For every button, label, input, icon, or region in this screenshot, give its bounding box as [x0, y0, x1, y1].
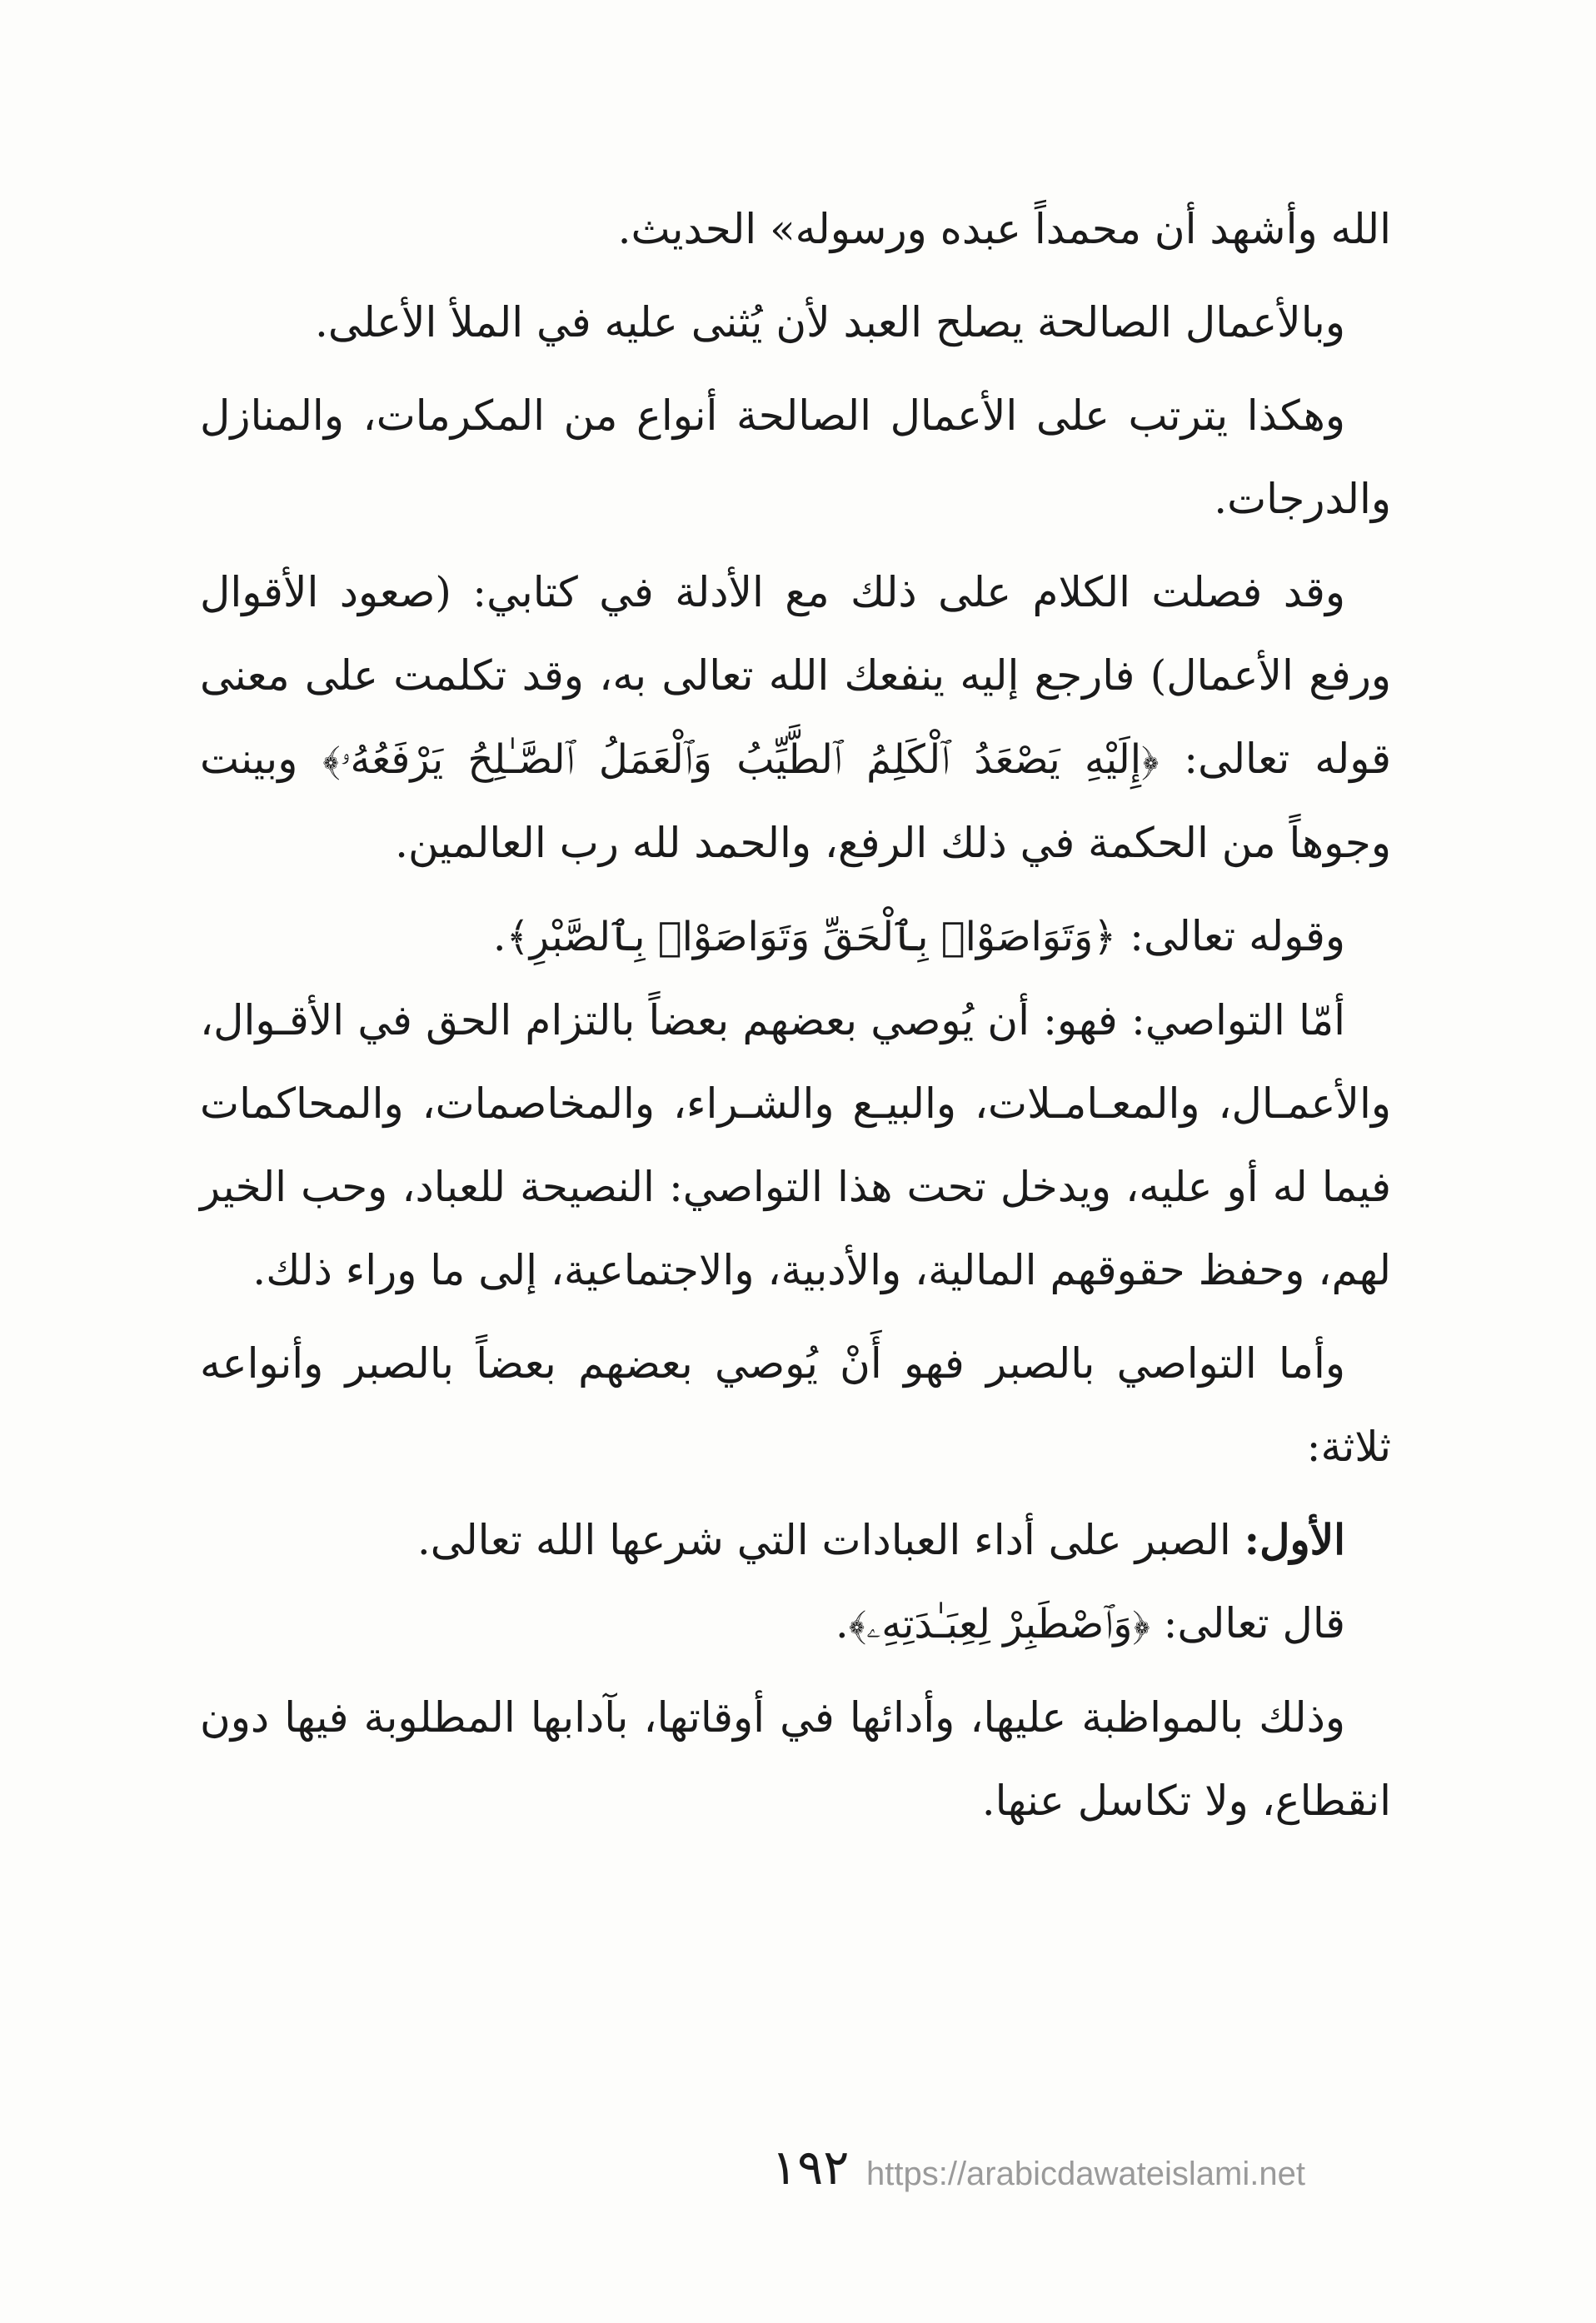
list-lead: الأول: — [1244, 1515, 1345, 1564]
paragraph-text: . — [492, 912, 506, 960]
paragraph-text: وقوله تعالى: — [1116, 912, 1345, 960]
paragraph-text: قال تعالى: — [1150, 1599, 1345, 1648]
paragraph — [200, 281, 1391, 364]
quran-verse: ﴿إِلَيْهِ يَصْعَدُ ٱلْكَلِمُ ٱلطَّيِّبُ وَٱلْعَمَلُ ٱلصَّـٰلِحُ يَرْفَعُهُۥ﴾ — [322, 736, 1160, 783]
paragraph — [200, 374, 1391, 541]
paragraph-text: أمّا التواصي: فهو: أن يُوصي بعضهم بعضاً بالتزام الحق في الأقـوال، والأعمـال، والمعـامـلات، والبيـع والشـراء، والمخاصمات، والمحاكمات فيما له أو عليه، ويدخل تحت هذا التواصي: النصيحة للعباد، وحب الخير لهم، وحفظ حقوقهم المالية، والأدبية، والاجتماعية، إلى ما وراء ذلك. — [200, 996, 1391, 1294]
paragraph-text: . — [835, 1599, 849, 1648]
page-number: ١٩٢ — [771, 2139, 850, 2196]
paragraph-text: وهكذا يترتب على الأعمال الصالحة أنواع من المكرمات، والمنازل والدرجات. — [200, 391, 1391, 523]
paragraph-text: الصبر على أداء العبادات التي شرعها الله تعالى. — [416, 1516, 1244, 1564]
paragraph — [200, 979, 1391, 1312]
paragraph — [200, 1322, 1391, 1488]
paragraph-text: وقد فصلت الكلام على ذلك مع الأدلة في كتابي: (صعود الأقوال ورفع الأعمال) فارجع إليه ينفعك الله تعالى به، وقد تكلمت على معنى قوله تعالى: — [200, 568, 1391, 783]
paragraph — [200, 1582, 1391, 1666]
paragraph — [200, 551, 1391, 885]
paragraph-text: وبينت وجوهاً من الحكمة في ذلك الرفع، والحمد لله رب العالمين. — [200, 735, 1391, 867]
paragraph — [200, 1676, 1391, 1842]
paragraph-text: وأما التواصي بالصبر فهو أَنْ يُوصي بعضهم بعضاً بالصبر وأنواعه ثلاثة: — [200, 1339, 1391, 1471]
quran-verse: ﴿وَٱصْطَبِرْ لِعِبَـٰدَتِهِۦ﴾ — [848, 1601, 1150, 1648]
quran-verse: ﴿وَتَوَاصَوْا۟ بِٱلْحَقِّ وَتَوَاصَوْا۟ بِٱلصَّبْرِ﴾ — [506, 914, 1117, 960]
paragraph — [200, 1498, 1391, 1582]
paragraph-text: وبالأعمال الصالحة يصلح العبد لأن يُثنى عليه في الملأ الأعلى. — [315, 298, 1345, 346]
paragraph — [200, 895, 1391, 979]
watermark-url: https://arabicdawateislami.net — [866, 2156, 1305, 2192]
paragraph-text: الله وأشهد أن محمداً عبده ورسوله» الحديث. — [617, 205, 1391, 253]
paragraph-text: وذلك بالمواظبة عليها، وأدائها في أوقاتها، بآدابها المطلوبة فيها دون انقطاع، ولا تكاسل عنها. — [200, 1693, 1391, 1825]
body-text — [200, 187, 1391, 1852]
paragraph — [200, 187, 1391, 271]
